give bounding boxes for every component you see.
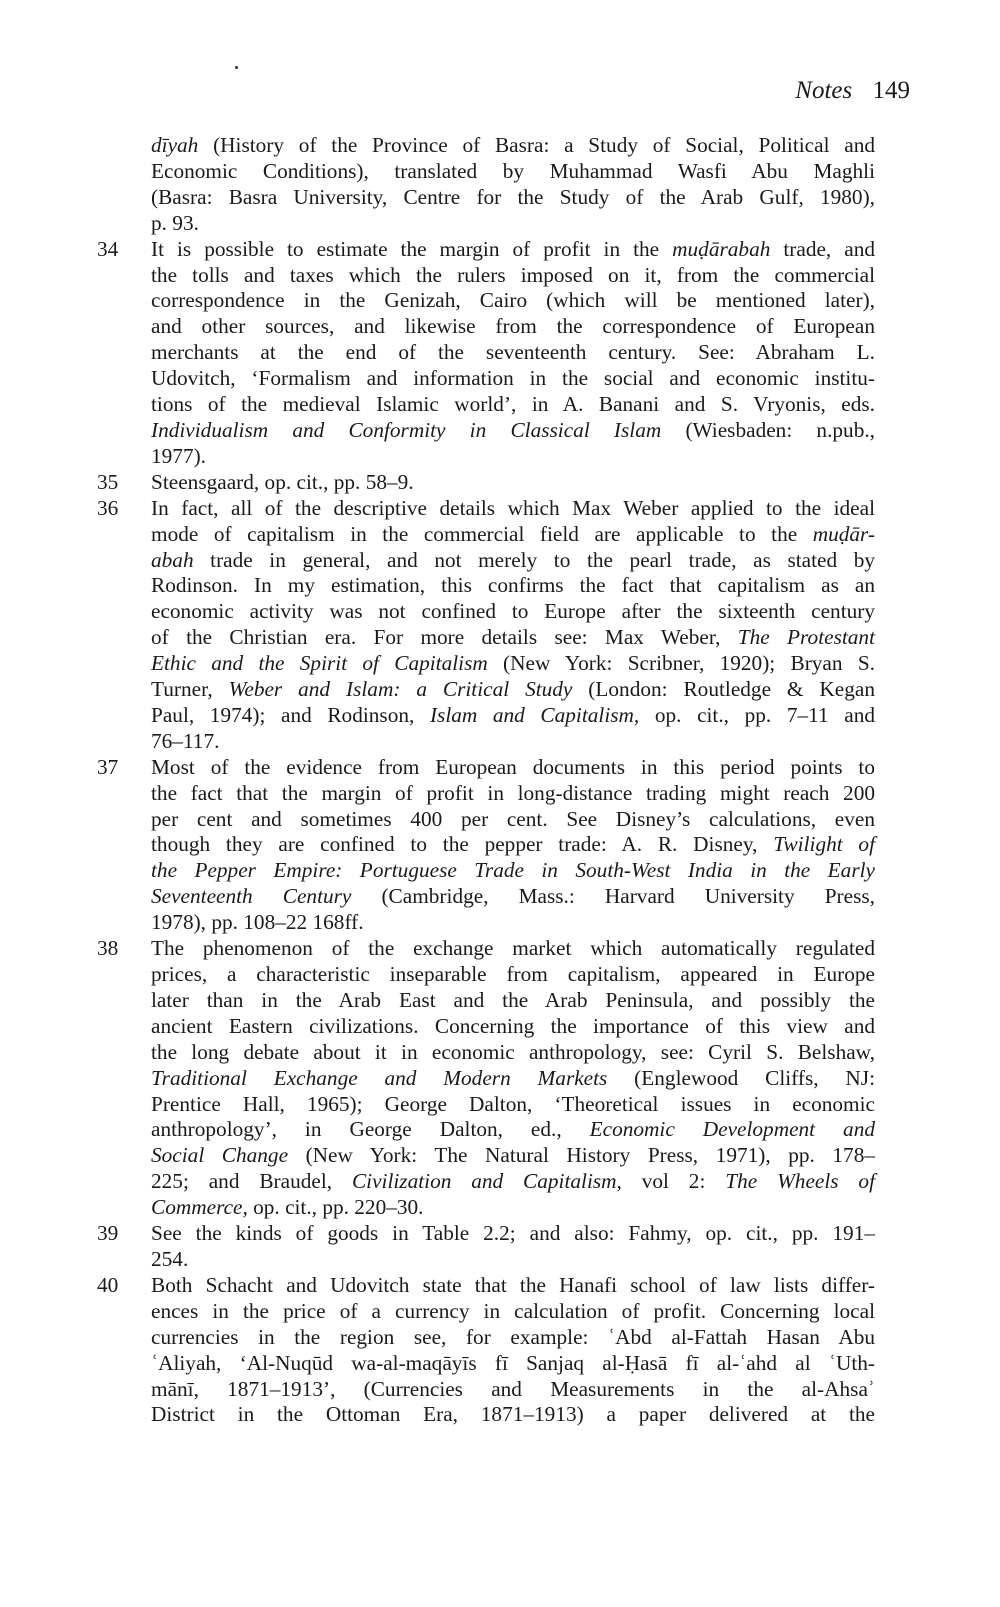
endnote-text (151, 1273, 875, 1428)
endnote-line: though they are confined to the pepper trade: A. R. Disney, Twilight of (151, 832, 875, 857)
endnotes-list (97, 133, 875, 1428)
endnote-number: 36 (97, 495, 119, 520)
endnote-line: correspondence in the Genizah, Cairo (which will be mentioned later), (151, 288, 875, 313)
print-speck (235, 66, 238, 69)
endnote-number: 37 (97, 754, 119, 779)
endnote-line: 225; and Braudel, Civilization and Capitalism, vol 2: The Wheels of (151, 1169, 875, 1194)
endnote (97, 133, 875, 237)
endnote-line: economic activity was not confined to Europe after the sixteenth century (151, 599, 875, 624)
endnote-line: merchants at the end of the seventeenth century. See: Abraham L. (151, 340, 875, 365)
endnote-line: ancient Eastern civilizations. Concerning the importance of this view and (151, 1013, 875, 1038)
endnote (97, 496, 875, 755)
endnote-line: Turner, Weber and Islam: a Critical Study (London: Routledge & Kegan (151, 677, 875, 702)
endnote-line: Rodinson. In my estimation, this confirms the fact that capitalism as an (151, 573, 875, 598)
endnote-line: and other sources, and likewise from the correspondence of European (151, 314, 875, 339)
endnote-line: the long debate about it in economic anthropology, see: Cyril S. Belshaw, (151, 1039, 875, 1064)
endnote-line: dīyah (History of the Province of Basra: a Study of Social, Political and (151, 133, 875, 157)
endnote-line: prices, a characteristic inseparable from capitalism, appeared in Europe (151, 962, 875, 986)
endnote-line: 76–117. (151, 728, 220, 753)
endnote-line: Individualism and Conformity in Classical Islam (Wiesbaden: n.pub., (151, 417, 875, 442)
endnote-line: ʿAliyah, ‘Al-Nuqūd wa-al-maqāyīs fī Sanjaq al-Ḥasā fī al-ʿahd al ʿUth- (151, 1350, 875, 1375)
endnote-line: 1977). (151, 443, 207, 468)
page-number: 149 (872, 77, 910, 104)
endnote (97, 755, 875, 936)
running-title: Notes (795, 77, 853, 104)
endnote-text (151, 496, 875, 755)
endnote-line: Udovitch, ‘Formalism and information in the social and economic institu- (151, 366, 875, 391)
endnote (97, 237, 875, 470)
endnote-line: Economic Conditions), translated by Muhammad Wasfi Abu Maghli (151, 158, 875, 183)
endnote-line: 1978), pp. 108–22 168ff. (151, 910, 364, 935)
endnote-line: Ethic and the Spirit of Capitalism (New York: Scribner, 1920); Bryan S. (151, 651, 875, 676)
endnote-line: mānī, 1871–1913’, (Currencies and Measurements in the al-Ahsaʾ (151, 1376, 875, 1401)
endnote-line: Traditional Exchange and Modern Markets (Englewood Cliffs, NJ: (151, 1065, 875, 1090)
endnote-line: mode of capitalism in the commercial field are applicable to the muḍār- (151, 521, 875, 546)
endnote-text (151, 237, 875, 470)
endnote-text (151, 1221, 875, 1273)
endnote (97, 1273, 875, 1428)
endnote-line: tions of the medieval Islamic world’, in A. Banani and S. Vryonis, eds. (151, 392, 875, 417)
endnote-text (151, 133, 875, 237)
endnote-line: Prentice Hall, 1965); George Dalton, ‘Theoretical issues in economic (151, 1091, 875, 1116)
endnote-number (97, 133, 151, 237)
endnote-number: 35 (97, 469, 119, 494)
endnote-line: Steensgaard, op. cit., pp. 58–9. (151, 469, 414, 494)
endnote-number: 34 (97, 236, 119, 261)
endnote-line: Commerce, op. cit., pp. 220–30. (151, 1195, 424, 1220)
endnote (97, 1221, 875, 1273)
endnote-line: the fact that the margin of profit in long-distance trading might reach 200 (151, 780, 875, 805)
endnote-line: Most of the evidence from European documents in this period points to (151, 754, 875, 779)
endnote-line: It is possible to estimate the margin of profit in the muḍārabah trade, and (151, 236, 875, 261)
endnote-line: currencies in the region see, for example: ʿAbd al-Fattah Hasan Abu (151, 1324, 875, 1349)
endnote-line: anthropology’, in George Dalton, ed., Economic Development and (151, 1117, 875, 1142)
endnote-line: (Basra: Basra University, Centre for the Study of the Arab Gulf, 1980), (151, 184, 875, 209)
endnote-number: 40 (97, 1272, 119, 1297)
endnote-line: p. 93. (151, 210, 199, 235)
endnote-line: The phenomenon of the exchange market which automatically regulated (151, 936, 875, 961)
endnote-line: In fact, all of the descriptive details which Max Weber applied to the ideal (151, 495, 875, 520)
endnote-line: Both Schacht and Udovitch state that the Hanafi school of law lists differ- (151, 1272, 875, 1297)
endnote-line: the tolls and taxes which the rulers imposed on it, from the commercial (151, 262, 875, 287)
endnote-line: per cent and sometimes 400 per cent. See Disney’s calculations, even (151, 806, 875, 831)
endnote (97, 936, 875, 1221)
endnote-line: Paul, 1974); and Rodinson, Islam and Capitalism, op. cit., pp. 7–11 and (151, 702, 875, 727)
endnote-text (151, 936, 875, 1221)
endnote-line: the Pepper Empire: Portuguese Trade in South-West India in the Early (151, 858, 875, 883)
endnote-number: 39 (97, 1221, 119, 1246)
endnote-line: See the kinds of goods in Table 2.2; and also: Fahmy, op. cit., pp. 191– (151, 1221, 875, 1246)
endnote-line: District in the Ottoman Era, 1871–1913) a paper delivered at the (151, 1402, 875, 1427)
endnote-line: 254. (151, 1246, 189, 1271)
endnote-line: later than in the Arab East and the Arab Peninsula, and possibly the (151, 987, 875, 1012)
endnote (97, 470, 875, 496)
endnote-line: Social Change (New York: The Natural History Press, 1971), pp. 178– (151, 1143, 875, 1168)
endnote-text (151, 755, 875, 936)
endnote-number: 38 (97, 936, 119, 961)
endnote-line: abah trade in general, and not merely to the pearl trade, as stated by (151, 547, 875, 572)
endnote-line: ences in the price of a currency in calculation of profit. Concerning local (151, 1298, 875, 1323)
endnote-text (151, 470, 875, 496)
endnote-line: Seventeenth Century (Cambridge, Mass.: Harvard University Press, (151, 884, 875, 909)
endnote-line: of the Christian era. For more details see: Max Weber, The Protestant (151, 625, 875, 650)
running-header (795, 76, 910, 106)
